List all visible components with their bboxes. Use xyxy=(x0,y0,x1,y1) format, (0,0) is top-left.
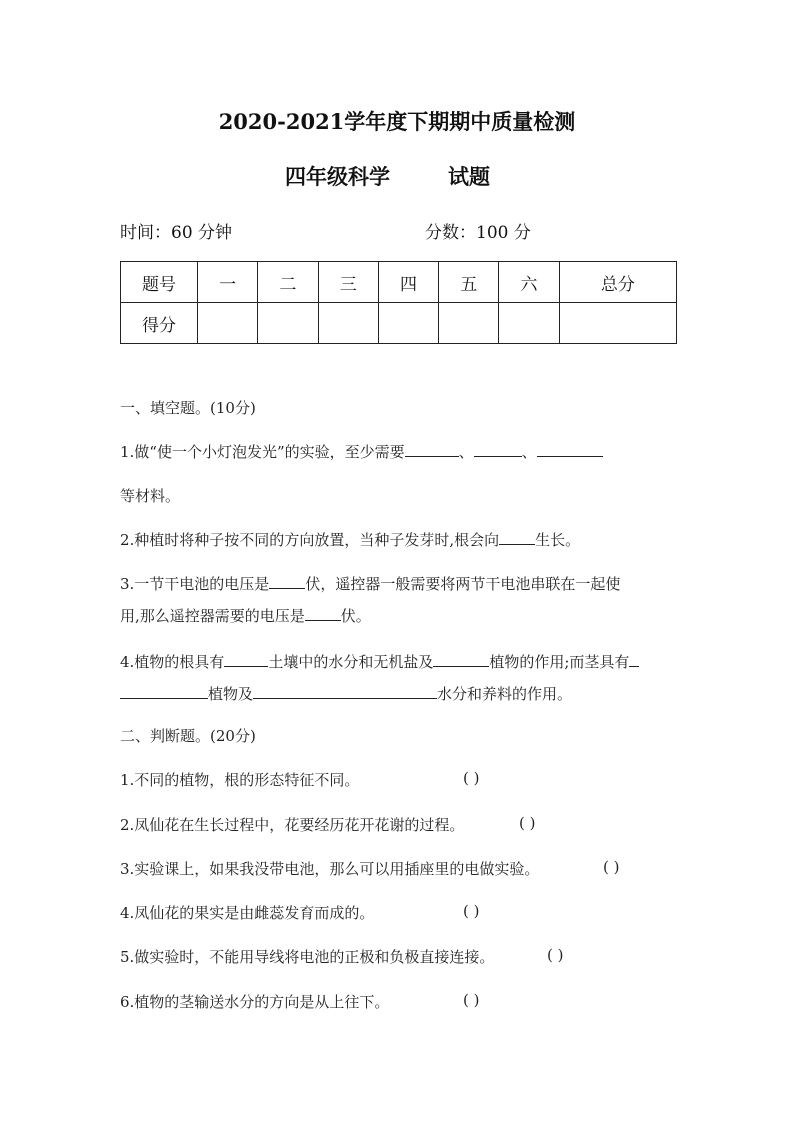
table-cell-section-2: 二 xyxy=(258,262,318,303)
separator: 、 xyxy=(521,443,537,461)
section-1-heading: 一、填空题。(10分) xyxy=(120,399,256,417)
subtitle-subject: 四年级科学 xyxy=(285,164,390,189)
score-entry-cell[interactable] xyxy=(318,303,378,344)
time-label: 时间：60 分钟 xyxy=(120,223,233,243)
score-table-score-row xyxy=(121,303,677,344)
question-4-text-3: 植物的作用;而茎具有 xyxy=(489,653,630,671)
answer-blank[interactable] xyxy=(224,651,268,667)
score-table-header-row xyxy=(121,262,677,303)
answer-blank[interactable] xyxy=(253,683,437,699)
answer-blank[interactable] xyxy=(537,441,603,457)
question-2-end: 生长。 xyxy=(535,531,581,549)
score-entry-cell[interactable] xyxy=(499,303,559,344)
question-4-line-2 xyxy=(120,683,572,704)
answer-blank[interactable] xyxy=(405,441,459,457)
question-4-line-1 xyxy=(120,651,639,672)
table-cell-section-5: 五 xyxy=(439,262,499,303)
score-entry-cell[interactable] xyxy=(198,303,258,344)
question-3-line-2 xyxy=(120,605,371,626)
question-1-line-1 xyxy=(120,441,603,462)
score-entry-cell[interactable] xyxy=(559,303,676,344)
question-4-text-4: 植物及 xyxy=(208,685,254,703)
answer-blank[interactable] xyxy=(629,651,639,667)
question-3-line-1 xyxy=(120,573,620,594)
question-4-end: 水分和养料的作用。 xyxy=(437,685,573,703)
answer-parentheses[interactable]: ( ) xyxy=(603,858,620,876)
question-3-end: 伏。 xyxy=(340,607,371,625)
question-4-text: 4.植物的根具有 xyxy=(120,653,225,671)
question-1-text: 1.做“使一个小灯泡发光”的实验，至少需要 xyxy=(120,443,405,461)
table-cell-question-label: 题号 xyxy=(121,262,198,303)
question-2 xyxy=(120,529,580,550)
question-3-text-2: 用,那么遥控器需要的电压是 xyxy=(120,607,305,625)
judgement-item-2: 2.凤仙花在生长过程中，花要经历花开花谢的过程。 xyxy=(120,816,465,834)
score-entry-cell[interactable] xyxy=(439,303,499,344)
answer-blank[interactable] xyxy=(305,605,341,621)
answer-parentheses[interactable]: ( ) xyxy=(463,769,480,787)
table-cell-total: 总分 xyxy=(559,262,676,303)
score-entry-cell[interactable] xyxy=(258,303,318,344)
answer-blank[interactable] xyxy=(433,651,489,667)
answer-parentheses[interactable]: ( ) xyxy=(463,991,480,1009)
answer-parentheses[interactable]: ( ) xyxy=(463,902,480,920)
question-3-text: 3.一节干电池的电压是 xyxy=(120,575,270,593)
answer-blank[interactable] xyxy=(499,529,535,545)
score-label: 分数：100 分 xyxy=(425,223,531,243)
table-cell-score-label: 得分 xyxy=(121,303,198,344)
question-4-text-2: 土壤中的水分和无机盐及 xyxy=(268,653,434,671)
table-cell-section-3: 三 xyxy=(318,262,378,303)
exam-title: 2020-2021学年度下期期中质量检测 xyxy=(218,109,576,134)
table-cell-section-6: 六 xyxy=(499,262,559,303)
question-2-text: 2.种植时将种子按不同的方向放置，当种子发芽时,根会向 xyxy=(120,531,500,549)
separator: 、 xyxy=(458,443,474,461)
judgement-item-1: 1.不同的植物，根的形态特征不同。 xyxy=(120,771,360,789)
judgement-item-5: 5.做实验时，不能用导线将电池的正极和负极直接连接。 xyxy=(120,948,495,966)
answer-blank[interactable] xyxy=(474,441,522,457)
table-cell-section-1: 一 xyxy=(198,262,258,303)
question-1-line-2: 等材料。 xyxy=(120,487,181,505)
answer-parentheses[interactable]: ( ) xyxy=(547,946,564,964)
judgement-item-6: 6.植物的茎输送水分的方向是从上往下。 xyxy=(120,993,390,1011)
answer-blank[interactable] xyxy=(269,573,305,589)
question-3-text-cont: 伏，遥控器一般需要将两节干电池串联在一起使 xyxy=(305,575,621,593)
score-table xyxy=(120,261,677,344)
section-2-heading: 二、判断题。(20分) xyxy=(120,727,256,745)
answer-parentheses[interactable]: ( ) xyxy=(519,814,536,832)
subtitle-type: 试题 xyxy=(448,164,490,189)
judgement-item-4: 4.凤仙花的果实是由雌蕊发育而成的。 xyxy=(120,904,375,922)
answer-blank[interactable] xyxy=(120,683,208,699)
table-cell-section-4: 四 xyxy=(378,262,438,303)
score-entry-cell[interactable] xyxy=(378,303,438,344)
exam-subtitle xyxy=(285,161,490,191)
judgement-item-3: 3.实验课上，如果我没带电池，那么可以用插座里的电做实验。 xyxy=(120,860,540,878)
